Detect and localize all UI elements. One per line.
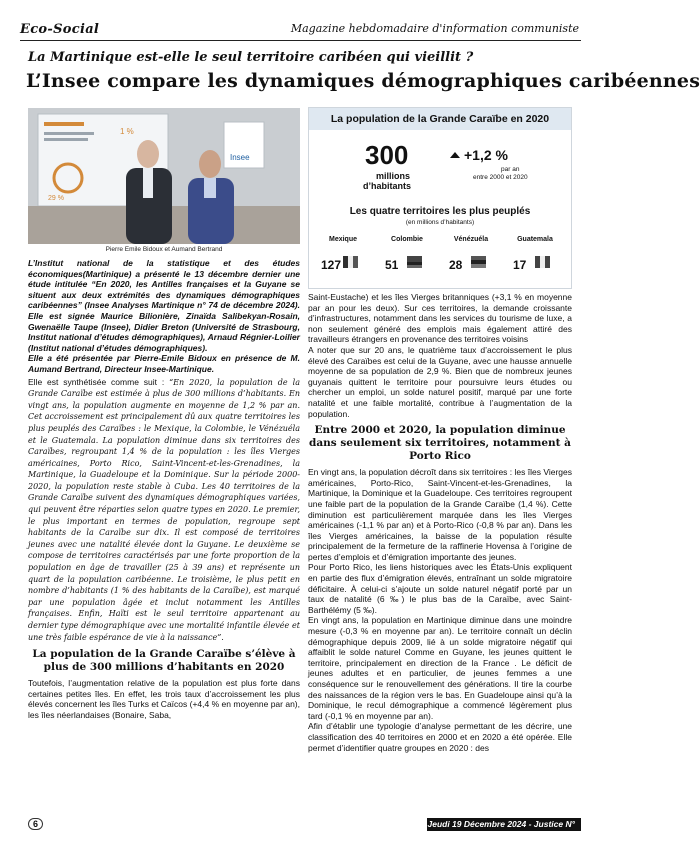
lead-paragraph: L’Institut national de la statistique et des études économiques(Martinique) a présenté le 13 décembre dernier une étude intitulée “En 2020, les Antilles françaises et la Guyane se situent aux deux extrémités des dynamiques démographiques caribéennes” (Insee Analyses Martinique n° 74 de décembre 2024). Elle est signée Maurice Bilionière, Zinaïda Salibekyan-Rosain, Gwenaëlle Taupe (Insee), Didier Breton (Université de Strasbourg, Institut national d’études démographiques), Arnaud Régnier-Loilier (Institut national d’études démographiques). — [28, 258, 300, 353]
lead-paragraph-2: Elle a été présentée par Pierre-Emile Bidoux en présence de M. Aumand Bertrand, Directeur Insee-Martinique. — [28, 353, 300, 374]
body-paragraph: Afin d’établir une typologie d’analyse permettant de les décrire, une classification des 40 territoires en 2000 et en 2020 a été opérée. Elle permet d’identifier quatre groupes en 2020 : des — [308, 721, 572, 753]
country-value: 17 — [513, 258, 527, 272]
mexico-flag-icon — [343, 256, 358, 268]
infographic-subtitle: Les quatre territoires les plus peuplés — [349, 206, 531, 217]
subhead-right: Entre 2000 et 2020, la population diminue dans seulement six territoires, notamment à Porto Rico — [309, 424, 571, 463]
country-value: 51 — [385, 258, 399, 272]
quote-text: “En 2020, la population de la Grande Caraïbe est estimée à plus de 300 millions d’habitants. En vingt ans, la population augmente en moyenne de 1,2 % par an. Cet accroissement est principalement dû aux quatre territoires les plus peuplés des Caraïbes : le Mexique, la Colombie, le Vénézuéla et le Guatemala. La population diminue dans six territoires des Caraïbes, regroupant 1,4 % de la population : les îles Vierges américaines, Porto Rico, Saint-Vincent-et-les-Grenadines, la Martinique, la Guadeloupe et la Dominique. Sur la période 2000-2020, la population reste stable à Cuba. Les 40 territoires de la Grande Caraïbe suivent des dynamiques démographiques variées, qui peuvent être réparties selon quatre types en 2020. Le premier, le plus important en termes de population, regroupe sept habitants de la Caraïbe sur dix. Il est composé de territoires jeunes avec une natalité élevée dont la Guyane. Le deuxième se compose de territoires caractérisés par une forte proportion de la population en âge de travailler (25 à 39 ans) et représente un quart de la population caribéenne. Le troisième, le plus petit en nombre d’habitants (1 % des habitants de la Caraïbe), est marqué par une population âgée et inclut notamment les Antilles françaises. Enfin, Haïti est le seul territoire appartenant au dernier type démographique avec une mortalité infantile élevée et une très faible espérance de vie à la naissance”. — [28, 377, 300, 642]
body-paragraph: Toutefois, l’augmentation relative de la population est plus forte dans certaines petites îles. En effet, les trois taux d’accroissement les plus élevés concernent les îles Turks et Caïcos (+4,4 % en moyenne par an), les îles néerlandaises (Bonaire, Saba, — [28, 678, 300, 720]
infographic — [308, 107, 572, 289]
slide-pct-1: 1 % — [120, 127, 134, 136]
guatemala-flag-icon — [535, 256, 550, 268]
infographic-title: La population de la Grande Caraïbe en 2020 — [309, 108, 571, 130]
country-name: Guatemala — [517, 236, 553, 243]
kicker: La Martinique est-elle le seul territoire caribéen qui vieillit ? — [28, 50, 474, 65]
intro-text: Elle est synthétisée comme suit : — [28, 376, 170, 387]
population-unit-2: d’habitants — [363, 181, 412, 191]
body-paragraph: Pour Porto Rico, les liens historiques avec les États-Unis expliquent en partie des flux d’émigration élevés, entraînant un solde migratoire déficitaire. À celui-ci s’ajoute un solde naturel négatif porté par un taux de natalité (6 ‰) le plus bas de la Caraïbe, avec Saint-Barthélémy (5 ‰). — [308, 562, 572, 615]
insee-logo: Insee — [230, 153, 250, 162]
body-paragraph: En vingt ans, la population décroît dans six territoires : les îles Vierges américaines, Porto-Rico, Saint-Vincent-et-les-Grenadines, la Martinique, la Dominique et la Guadeloupe. Ces territoires regroupent une faible part de la population de la Grande Caraïbe (1,4 %). Cette diminution est particulièrement marquée dans les îles Vierges américaines (-1,1 % par an) et à Porto-Rico (-0,8 % par an). Dans les îles Vierges américaines, la baisse de la population résulte principalement de la fermeture de la raffinerie Hovensa à l’origine de pertes d’emplois et d’émigration importante des jeunes. — [308, 467, 572, 562]
country-value: 28 — [449, 258, 463, 272]
page-number: 6 — [28, 818, 43, 830]
population-value: 300 — [365, 140, 409, 170]
country-guatemala — [505, 236, 565, 272]
magazine-tagline: Magazine hebdomadaire d'information communiste — [290, 22, 579, 35]
body-paragraph: En vingt ans, la population en Martinique diminue dans une moindre mesure (-0,3 % en moyenne par an). Le territoire connaît un déclin démographique depuis 2009, lié à un solde migratoire négatif qui affaiblit le solde naturel Comme en Guyane, les jeunes quittent le territoire, principalement en direction de la France . Le déficit de jeunes adultes et en particulier, de jeunes femmes a une conséquence sur le renouvellement des générations. Il tire la courbe des naissances de la région vers le bas. En Guadeloupe ainsi qu’à la Dominique, le recul démographique a commencé légèrement plus tard (-0,1 % en moyenne par an). — [308, 615, 572, 721]
article-photo — [28, 108, 300, 244]
subhead-left: La population de la Grande Caraïbe s’élève à plus de 300 millions d’habitants en 2020 — [32, 648, 296, 674]
country-colombie — [377, 236, 437, 272]
venezuela-flag-icon — [471, 256, 486, 268]
country-mexique — [313, 236, 373, 272]
body-paragraph: A noter que sur 20 ans, le quatrième taux d’accroissement le plus élevé des Caraïbes est celui de la Guyane, avec une hausse annuelle moyenne de sa population de 2,9 %. Bien que de nombreux jeunes guyanais quittent le territoire pour poursuivre leurs études ou chercher un emploi, un solde naturel positif, marqué par une forte natalité et une faible mortalité, contribue à l’augmentation de la population. — [308, 344, 572, 419]
population-unit: millions — [376, 171, 411, 181]
footer — [20, 818, 581, 842]
colombia-flag-icon — [407, 256, 422, 268]
header-rule — [20, 40, 581, 41]
country-name: Mexique — [328, 236, 357, 243]
infographic-subtitle-note: (en millions d’habitants) — [405, 219, 475, 226]
right-column — [308, 292, 572, 753]
growth-sub-2: entre 2000 et 2020 — [473, 174, 528, 181]
body-paragraph: Saint-Eustache) et les îles Vierges britanniques (+3,1 % en moyenne par an pour les deux). Sur ces territoires, la demande croissante d’infrastructures, notamment dans les services du tourisme de luxe, a non seulement généré des emplois mais également attiré des travailleurs étrangers en provenance des territoires voisins — [308, 292, 572, 345]
issue-info: Jeudi 19 Décembre 2024 - Justice N° 51 — [427, 818, 581, 831]
left-column — [28, 258, 300, 721]
country-name: Vénézuéla — [453, 236, 489, 243]
headline: L’Insee compare les dynamiques démographiques caribéennes — [26, 70, 700, 92]
up-arrow-icon — [450, 152, 460, 158]
section-label: Eco-Social — [20, 22, 100, 37]
quote-paragraph — [28, 377, 300, 644]
country-name: Colombie — [391, 236, 423, 243]
photo-caption: Pierre Emile Bidoux et Aumand Bertrand — [105, 246, 223, 253]
country-venezuela — [441, 236, 501, 272]
growth-sub-1: par an — [501, 166, 520, 173]
growth-value: +1,2 % — [464, 147, 508, 163]
country-value: 127 — [321, 258, 342, 272]
slide-pct-2: 29 % — [48, 195, 64, 202]
